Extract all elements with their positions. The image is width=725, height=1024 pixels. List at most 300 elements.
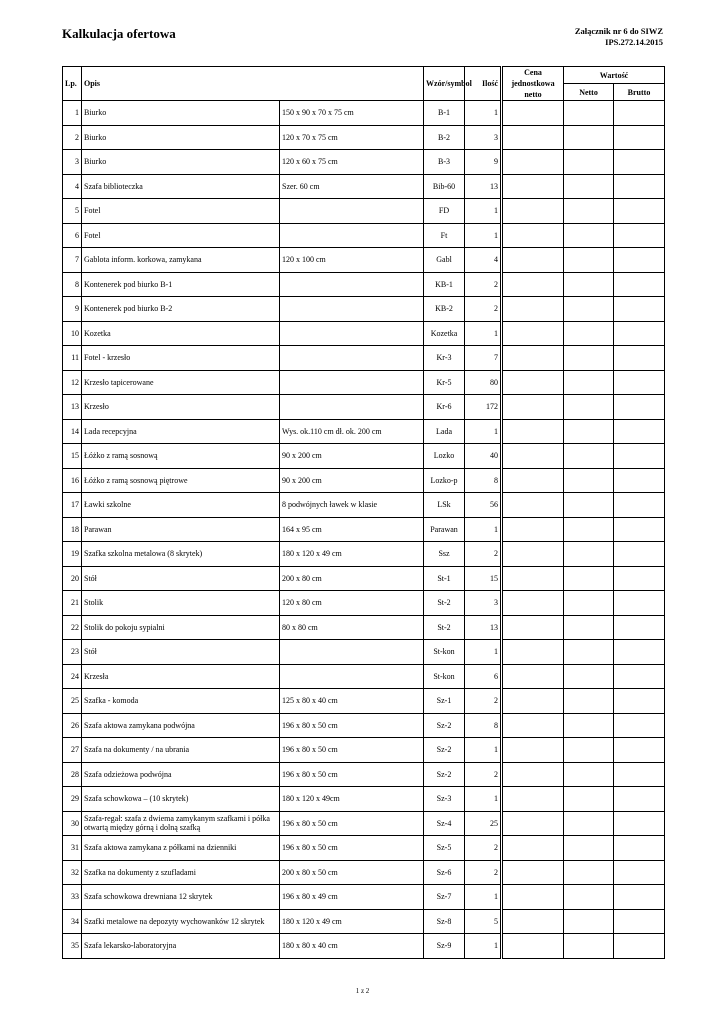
column-header-brutto: Brutto	[614, 84, 665, 101]
row-symbol-cell: St-kon	[424, 640, 465, 665]
row-quantity-cell: 1	[465, 885, 502, 910]
row-quantity-cell: 13	[465, 615, 502, 640]
row-dimensions-cell	[280, 272, 424, 297]
offer-calculation-table	[62, 66, 665, 959]
table-row	[63, 542, 665, 567]
row-symbol-cell: Lada	[424, 419, 465, 444]
row-lp-cell: 23	[63, 640, 82, 665]
row-quantity-cell: 2	[465, 762, 502, 787]
row-description-cell: Kontenerek pod biurko B-1	[82, 272, 280, 297]
row-unit-price-cell[interactable]	[502, 860, 564, 885]
row-symbol-cell: Sz-8	[424, 909, 465, 934]
row-brutto-cell[interactable]	[614, 444, 665, 469]
row-description-cell: Biurko	[82, 150, 280, 175]
column-header-cena	[502, 67, 564, 101]
row-quantity-cell: 1	[465, 517, 502, 542]
row-description-cell: Gablota inform. korkowa, zamykana	[82, 248, 280, 273]
table-row	[63, 811, 665, 836]
row-unit-price-cell[interactable]	[502, 272, 564, 297]
row-quantity-cell: 2	[465, 297, 502, 322]
row-brutto-cell[interactable]	[614, 762, 665, 787]
row-brutto-cell[interactable]	[614, 297, 665, 322]
row-quantity-cell: 3	[465, 591, 502, 616]
row-description-cell: Fotel	[82, 199, 280, 224]
row-unit-price-cell[interactable]	[502, 419, 564, 444]
row-unit-price-cell[interactable]	[502, 885, 564, 910]
row-netto-cell[interactable]	[564, 615, 614, 640]
table-row	[63, 909, 665, 934]
row-netto-cell[interactable]	[564, 199, 614, 224]
row-netto-cell[interactable]	[564, 125, 614, 150]
row-quantity-cell: 8	[465, 713, 502, 738]
row-brutto-cell[interactable]	[614, 321, 665, 346]
row-dimensions-cell	[280, 346, 424, 371]
row-dimensions-cell: 120 x 60 x 75 cm	[280, 150, 424, 175]
row-symbol-cell: Sz-2	[424, 738, 465, 763]
row-netto-cell[interactable]	[564, 248, 614, 273]
table-row	[63, 223, 665, 248]
row-quantity-cell: 8	[465, 468, 502, 493]
table-row	[63, 101, 665, 126]
table-row	[63, 885, 665, 910]
row-dimensions-cell: 90 x 200 cm	[280, 444, 424, 469]
row-dimensions-cell: Szer. 60 cm	[280, 174, 424, 199]
row-dimensions-cell: 180 x 80 x 40 cm	[280, 934, 424, 959]
row-lp-cell: 24	[63, 664, 82, 689]
row-symbol-cell: Bib-60	[424, 174, 465, 199]
table-row	[63, 444, 665, 469]
row-dimensions-cell: 180 x 120 x 49 cm	[280, 542, 424, 567]
row-lp-cell: 20	[63, 566, 82, 591]
row-netto-cell[interactable]	[564, 150, 614, 175]
table-row	[63, 689, 665, 714]
row-unit-price-cell[interactable]	[502, 395, 564, 420]
row-unit-price-cell[interactable]	[502, 297, 564, 322]
row-quantity-cell: 3	[465, 125, 502, 150]
row-netto-cell[interactable]	[564, 444, 614, 469]
row-description-cell: Krzesła	[82, 664, 280, 689]
row-description-cell: Parawan	[82, 517, 280, 542]
row-netto-cell[interactable]	[564, 101, 614, 126]
row-dimensions-cell: 200 x 80 cm	[280, 566, 424, 591]
row-netto-cell[interactable]	[564, 591, 614, 616]
row-unit-price-cell[interactable]	[502, 101, 564, 126]
row-brutto-cell[interactable]	[614, 370, 665, 395]
row-lp-cell: 27	[63, 738, 82, 763]
row-brutto-cell[interactable]	[614, 615, 665, 640]
row-netto-cell[interactable]	[564, 689, 614, 714]
table-row	[63, 860, 665, 885]
row-dimensions-cell	[280, 370, 424, 395]
row-symbol-cell: Kr-3	[424, 346, 465, 371]
row-lp-cell: 34	[63, 909, 82, 934]
row-dimensions-cell	[280, 223, 424, 248]
column-header-wzor: Wzór/symbol	[424, 67, 465, 101]
row-lp-cell: 35	[63, 934, 82, 959]
row-symbol-cell: B-2	[424, 125, 465, 150]
row-unit-price-cell[interactable]	[502, 836, 564, 861]
row-description-cell: Fotel - krzesło	[82, 346, 280, 371]
row-unit-price-cell[interactable]	[502, 444, 564, 469]
row-brutto-cell[interactable]	[614, 566, 665, 591]
row-brutto-cell[interactable]	[614, 419, 665, 444]
row-lp-cell: 28	[63, 762, 82, 787]
table-row	[63, 419, 665, 444]
row-unit-price-cell[interactable]	[502, 346, 564, 371]
row-unit-price-cell[interactable]	[502, 125, 564, 150]
row-brutto-cell[interactable]	[614, 199, 665, 224]
row-netto-cell[interactable]	[564, 223, 614, 248]
row-symbol-cell: Kr-5	[424, 370, 465, 395]
table-row	[63, 640, 665, 665]
row-description-cell: Szafa schowkowa drewniana 12 skrytek	[82, 885, 280, 910]
row-netto-cell[interactable]	[564, 321, 614, 346]
row-netto-cell[interactable]	[564, 664, 614, 689]
case-number: IPS.272.14.2015	[605, 37, 663, 47]
row-netto-cell[interactable]	[564, 297, 614, 322]
row-brutto-cell[interactable]	[614, 787, 665, 812]
row-unit-price-cell[interactable]	[502, 248, 564, 273]
row-unit-price-cell[interactable]	[502, 689, 564, 714]
row-unit-price-cell[interactable]	[502, 321, 564, 346]
row-brutto-cell[interactable]	[614, 885, 665, 910]
row-dimensions-cell: 196 x 80 x 50 cm	[280, 836, 424, 861]
row-quantity-cell: 56	[465, 493, 502, 518]
row-dimensions-cell	[280, 321, 424, 346]
row-quantity-cell: 40	[465, 444, 502, 469]
row-symbol-cell: Gabl	[424, 248, 465, 273]
row-quantity-cell: 80	[465, 370, 502, 395]
row-description-cell: Szafa lekarsko-laboratoryjna	[82, 934, 280, 959]
row-description-cell: Kozetka	[82, 321, 280, 346]
row-unit-price-cell[interactable]	[502, 787, 564, 812]
row-description-cell: Lada recepcyjna	[82, 419, 280, 444]
row-netto-cell[interactable]	[564, 566, 614, 591]
table-row	[63, 395, 665, 420]
row-description-cell: Biurko	[82, 101, 280, 126]
row-brutto-cell[interactable]	[614, 346, 665, 371]
column-header-wartosc: Wartość	[564, 67, 665, 84]
column-header-lp: Lp.	[63, 67, 82, 101]
row-netto-cell[interactable]	[564, 174, 614, 199]
table-row	[63, 199, 665, 224]
row-description-cell: Stół	[82, 566, 280, 591]
row-netto-cell[interactable]	[564, 640, 614, 665]
row-brutto-cell[interactable]	[614, 248, 665, 273]
column-header-netto: Netto	[564, 84, 614, 101]
row-symbol-cell: Lozko	[424, 444, 465, 469]
column-header-ilosc: Ilość	[465, 67, 502, 101]
table-row	[63, 787, 665, 812]
row-unit-price-cell[interactable]	[502, 174, 564, 199]
document-title: Kalkulacja ofertowa	[62, 26, 176, 41]
row-description-cell: Szafa aktowa zamykana podwójna	[82, 713, 280, 738]
row-symbol-cell: Sz-3	[424, 787, 465, 812]
row-symbol-cell: Lozko-p	[424, 468, 465, 493]
row-lp-cell: 32	[63, 860, 82, 885]
row-unit-price-cell[interactable]	[502, 223, 564, 248]
row-lp-cell: 11	[63, 346, 82, 371]
row-brutto-cell[interactable]	[614, 934, 665, 959]
table-row	[63, 615, 665, 640]
row-brutto-cell[interactable]	[614, 713, 665, 738]
cena-label-line1: Cena	[524, 68, 542, 77]
row-dimensions-cell: 196 x 80 x 50 cm	[280, 811, 424, 836]
row-unit-price-cell[interactable]	[502, 615, 564, 640]
row-quantity-cell: 172	[465, 395, 502, 420]
row-symbol-cell: Kr-6	[424, 395, 465, 420]
row-netto-cell[interactable]	[564, 860, 614, 885]
row-brutto-cell[interactable]	[614, 395, 665, 420]
table-row	[63, 370, 665, 395]
row-netto-cell[interactable]	[564, 909, 614, 934]
row-lp-cell: 19	[63, 542, 82, 567]
row-lp-cell: 25	[63, 689, 82, 714]
row-unit-price-cell[interactable]	[502, 811, 564, 836]
row-netto-cell[interactable]	[564, 836, 614, 861]
row-quantity-cell: 25	[465, 811, 502, 836]
row-unit-price-cell[interactable]	[502, 713, 564, 738]
row-netto-cell[interactable]	[564, 468, 614, 493]
table-row	[63, 125, 665, 150]
row-description-cell: Krzesło tapicerowane	[82, 370, 280, 395]
row-brutto-cell[interactable]	[614, 150, 665, 175]
row-unit-price-cell[interactable]	[502, 909, 564, 934]
row-lp-cell: 4	[63, 174, 82, 199]
row-symbol-cell: St-2	[424, 615, 465, 640]
row-netto-cell[interactable]	[564, 787, 614, 812]
row-netto-cell[interactable]	[564, 542, 614, 567]
row-description-cell: Szafa schowkowa – (10 skrytek)	[82, 787, 280, 812]
table-row	[63, 297, 665, 322]
row-lp-cell: 2	[63, 125, 82, 150]
row-unit-price-cell[interactable]	[502, 640, 564, 665]
row-lp-cell: 9	[63, 297, 82, 322]
row-quantity-cell: 1	[465, 419, 502, 444]
page-number: 1 z 2	[355, 987, 370, 995]
row-lp-cell: 5	[63, 199, 82, 224]
row-description-cell: Szafa na dokumenty / na ubrania	[82, 738, 280, 763]
table-row	[63, 150, 665, 175]
row-netto-cell[interactable]	[564, 885, 614, 910]
cena-label-line3: netto	[524, 90, 542, 99]
row-unit-price-cell[interactable]	[502, 493, 564, 518]
row-dimensions-cell	[280, 297, 424, 322]
row-description-cell: Fotel	[82, 223, 280, 248]
row-quantity-cell: 15	[465, 566, 502, 591]
row-lp-cell: 30	[63, 811, 82, 836]
row-dimensions-cell: Wys. ok.110 cm dł. ok. 200 cm	[280, 419, 424, 444]
row-lp-cell: 1	[63, 101, 82, 126]
row-lp-cell: 15	[63, 444, 82, 469]
row-brutto-cell[interactable]	[614, 517, 665, 542]
row-dimensions-cell: 80 x 80 cm	[280, 615, 424, 640]
row-dimensions-cell	[280, 664, 424, 689]
row-symbol-cell: FD	[424, 199, 465, 224]
row-description-cell: Szafa-regał: szafa z dwiema zamykanym szafkami i półka otwartą między górną i dolną szafką	[82, 811, 280, 836]
row-quantity-cell: 1	[465, 223, 502, 248]
row-quantity-cell: 4	[465, 248, 502, 273]
row-description-cell: Stół	[82, 640, 280, 665]
row-brutto-cell[interactable]	[614, 223, 665, 248]
row-dimensions-cell	[280, 199, 424, 224]
row-unit-price-cell[interactable]	[502, 762, 564, 787]
table-row	[63, 517, 665, 542]
row-description-cell: Ławki szkolne	[82, 493, 280, 518]
row-quantity-cell: 1	[465, 934, 502, 959]
row-brutto-cell[interactable]	[614, 542, 665, 567]
row-brutto-cell[interactable]	[614, 640, 665, 665]
row-symbol-cell: Sz-7	[424, 885, 465, 910]
row-dimensions-cell: 120 x 70 x 75 cm	[280, 125, 424, 150]
row-unit-price-cell[interactable]	[502, 370, 564, 395]
row-lp-cell: 21	[63, 591, 82, 616]
row-unit-price-cell[interactable]	[502, 934, 564, 959]
table-row	[63, 493, 665, 518]
row-symbol-cell: Sz-9	[424, 934, 465, 959]
row-dimensions-cell: 180 x 120 x 49 cm	[280, 909, 424, 934]
row-netto-cell[interactable]	[564, 811, 614, 836]
row-symbol-cell: St-kon	[424, 664, 465, 689]
row-lp-cell: 26	[63, 713, 82, 738]
row-lp-cell: 12	[63, 370, 82, 395]
row-unit-price-cell[interactable]	[502, 199, 564, 224]
row-description-cell: Szafka szkolna metalowa (8 skrytek)	[82, 542, 280, 567]
row-dimensions-cell: 196 x 80 x 50 cm	[280, 738, 424, 763]
row-netto-cell[interactable]	[564, 272, 614, 297]
row-brutto-cell[interactable]	[614, 468, 665, 493]
row-netto-cell[interactable]	[564, 762, 614, 787]
row-unit-price-cell[interactable]	[502, 542, 564, 567]
row-brutto-cell[interactable]	[614, 689, 665, 714]
row-symbol-cell: St-2	[424, 591, 465, 616]
row-brutto-cell[interactable]	[614, 836, 665, 861]
row-netto-cell[interactable]	[564, 934, 614, 959]
row-netto-cell[interactable]	[564, 517, 614, 542]
row-symbol-cell: LSk	[424, 493, 465, 518]
row-brutto-cell[interactable]	[614, 272, 665, 297]
row-dimensions-cell: 120 x 100 cm	[280, 248, 424, 273]
row-symbol-cell: Sz-6	[424, 860, 465, 885]
table-row	[63, 321, 665, 346]
row-quantity-cell: 1	[465, 199, 502, 224]
row-quantity-cell: 13	[465, 174, 502, 199]
cena-label-line2: jednostkowa	[511, 79, 555, 88]
row-description-cell: Stolik	[82, 591, 280, 616]
column-header-opis: Opis	[82, 67, 424, 101]
row-dimensions-cell: 180 x 120 x 49cm	[280, 787, 424, 812]
table-row	[63, 468, 665, 493]
row-symbol-cell: Sz-5	[424, 836, 465, 861]
row-brutto-cell[interactable]	[614, 860, 665, 885]
row-dimensions-cell: 8 podwójnych ławek w klasie	[280, 493, 424, 518]
row-quantity-cell: 2	[465, 836, 502, 861]
row-quantity-cell: 1	[465, 640, 502, 665]
row-lp-cell: 8	[63, 272, 82, 297]
row-symbol-cell: KB-1	[424, 272, 465, 297]
row-brutto-cell[interactable]	[614, 101, 665, 126]
row-unit-price-cell[interactable]	[502, 738, 564, 763]
row-unit-price-cell[interactable]	[502, 517, 564, 542]
row-quantity-cell: 2	[465, 689, 502, 714]
row-quantity-cell: 1	[465, 787, 502, 812]
row-quantity-cell: 9	[465, 150, 502, 175]
table-row	[63, 248, 665, 273]
row-brutto-cell[interactable]	[614, 664, 665, 689]
row-symbol-cell: Sz-4	[424, 811, 465, 836]
row-lp-cell: 17	[63, 493, 82, 518]
row-symbol-cell: Ssz	[424, 542, 465, 567]
row-netto-cell[interactable]	[564, 738, 614, 763]
row-lp-cell: 18	[63, 517, 82, 542]
row-quantity-cell: 2	[465, 542, 502, 567]
row-unit-price-cell[interactable]	[502, 664, 564, 689]
row-brutto-cell[interactable]	[614, 811, 665, 836]
row-quantity-cell: 1	[465, 738, 502, 763]
row-symbol-cell: Sz-1	[424, 689, 465, 714]
row-brutto-cell[interactable]	[614, 738, 665, 763]
row-brutto-cell[interactable]	[614, 591, 665, 616]
row-description-cell: Szafa aktowa zamykana z półkami na dzienniki	[82, 836, 280, 861]
row-description-cell: Szafka na dokumenty z szufladami	[82, 860, 280, 885]
row-symbol-cell: KB-2	[424, 297, 465, 322]
row-brutto-cell[interactable]	[614, 493, 665, 518]
row-brutto-cell[interactable]	[614, 174, 665, 199]
row-unit-price-cell[interactable]	[502, 150, 564, 175]
row-netto-cell[interactable]	[564, 346, 614, 371]
row-description-cell: Biurko	[82, 125, 280, 150]
row-quantity-cell: 5	[465, 909, 502, 934]
table-body	[63, 101, 665, 959]
row-netto-cell[interactable]	[564, 370, 614, 395]
row-symbol-cell: Parawan	[424, 517, 465, 542]
row-symbol-cell: B-3	[424, 150, 465, 175]
row-unit-price-cell[interactable]	[502, 468, 564, 493]
row-dimensions-cell: 196 x 80 x 50 cm	[280, 713, 424, 738]
row-description-cell: Łóżko z ramą sosnową	[82, 444, 280, 469]
row-quantity-cell: 1	[465, 321, 502, 346]
row-dimensions-cell	[280, 640, 424, 665]
row-dimensions-cell: 200 x 80 x 50 cm	[280, 860, 424, 885]
row-symbol-cell: Sz-2	[424, 713, 465, 738]
row-description-cell: Szafki metalowe na depozyty wychowanków 12 skrytek	[82, 909, 280, 934]
table-row	[63, 346, 665, 371]
row-unit-price-cell[interactable]	[502, 591, 564, 616]
row-description-cell: Szafa odzieżowa podwójna	[82, 762, 280, 787]
row-symbol-cell: St-1	[424, 566, 465, 591]
row-dimensions-cell: 120 x 80 cm	[280, 591, 424, 616]
row-quantity-cell: 7	[465, 346, 502, 371]
row-brutto-cell[interactable]	[614, 909, 665, 934]
table-row	[63, 272, 665, 297]
row-dimensions-cell: 125 x 80 x 40 cm	[280, 689, 424, 714]
row-lp-cell: 3	[63, 150, 82, 175]
table-row	[63, 713, 665, 738]
table-row	[63, 836, 665, 861]
row-symbol-cell: Kozetka	[424, 321, 465, 346]
row-symbol-cell: Sz-2	[424, 762, 465, 787]
row-netto-cell[interactable]	[564, 713, 614, 738]
row-netto-cell[interactable]	[564, 395, 614, 420]
row-lp-cell: 7	[63, 248, 82, 273]
table-row	[63, 591, 665, 616]
row-unit-price-cell[interactable]	[502, 566, 564, 591]
row-lp-cell: 22	[63, 615, 82, 640]
row-netto-cell[interactable]	[564, 419, 614, 444]
row-netto-cell[interactable]	[564, 493, 614, 518]
row-brutto-cell[interactable]	[614, 125, 665, 150]
row-lp-cell: 10	[63, 321, 82, 346]
